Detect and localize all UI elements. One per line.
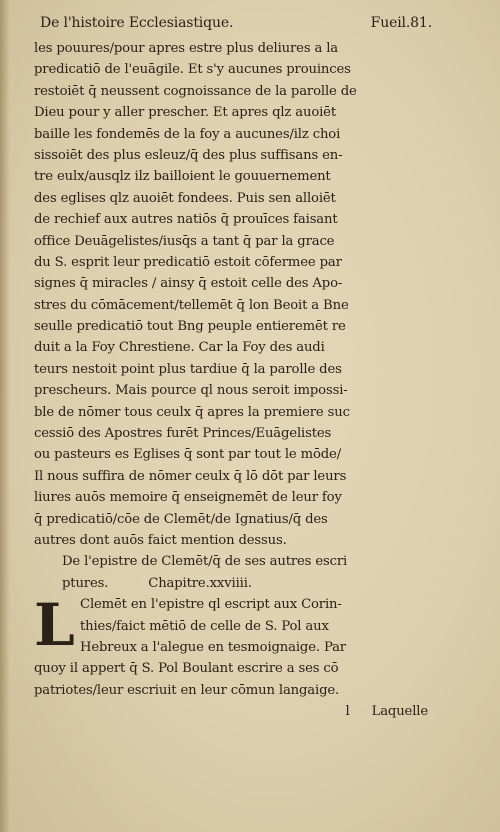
- text-line: patriotes/leur escriuit en leur cōmun langaige.: [34, 682, 340, 698]
- chapter-heading: [34, 551, 434, 594]
- text-line: office Deuāgelistes/iusq̄s a tant q̄ par la grace: [34, 233, 335, 249]
- chapter-heading-end: ptures.: [62, 575, 109, 591]
- folio-number: Fueil.81.: [370, 15, 432, 31]
- text-line: thies/faict mētiō de celle de S. Pol aux: [80, 618, 329, 634]
- text-line: liures auōs memoire q̄ enseignemēt de leur foy: [34, 490, 342, 506]
- text-line: Hebreux a l'alegue en tesmoignaige. Par: [80, 639, 346, 655]
- text-line: Clemēt en l'epistre ql escript aux Corin-: [80, 597, 342, 613]
- catchword-line: [34, 701, 434, 722]
- page-gutter-shadow: [0, 0, 10, 832]
- text-line: Dieu pour y aller prescher. Et apres qlz auoiēt: [34, 105, 336, 121]
- chapter-heading-line: De l'epistre de Clemēt/q̄ de ses autres escri: [62, 554, 348, 570]
- text-line: de rechief aux autres natiōs q̄ prouīces faisant: [34, 212, 338, 228]
- body-text: [34, 38, 434, 551]
- text-line: ou pasteurs es Eglises q̄ sont par tout le mōde/: [34, 447, 342, 463]
- text-line: restoiēt q̄ neussent cognoissance de la parolle de: [34, 83, 357, 99]
- text-line: stres du cōmācement/tellemēt q̄ lon Beoit a Bne: [34, 297, 349, 313]
- text-line: tre eulx/ausqlz ilz bailloient le gouuernement: [34, 169, 331, 185]
- text-line: signes q̄ miracles / ainsy q̄ estoit celle des Apo-: [34, 276, 343, 292]
- text-line: sissoiēt des plus esleuz/q̄ des plus suffisans en-: [34, 147, 343, 163]
- text-line: prescheurs. Mais pource ql nous seroit impossi-: [34, 383, 348, 399]
- text-line: teurs nestoit point plus tardiue q̄ la parolle des: [34, 361, 342, 377]
- text-line: quoy il appert q̄ S. Pol Boulant escrire a ses cō: [34, 661, 339, 677]
- text-line: duit a la Foy Chrestiene. Car la Foy des audi: [34, 340, 325, 356]
- chapter-heading-line: [34, 573, 434, 594]
- text-line: autres dont auōs faict mention dessus.: [34, 532, 287, 548]
- text-line: q̄ predicatiō/cōe de Clemēt/de Ignatius/q̄ des: [34, 511, 328, 527]
- catchword: Laquelle: [371, 704, 428, 720]
- drop-capital: L: [34, 591, 75, 660]
- text-line: seulle predicatiō tout Bng peuple entieremēt re: [34, 319, 346, 335]
- text-line: des eglises qlz auoiēt fondees. Puis sen alloiēt: [34, 190, 336, 206]
- chapter-body: [34, 591, 434, 701]
- running-title: De l'histoire Ecclesiastique.: [40, 15, 234, 31]
- text-line: baille les fondemēs de la foy a aucunes/ilz choi: [34, 126, 341, 142]
- text-block: [34, 8, 434, 723]
- chapter-number: Chapitre.xxviiii.: [148, 575, 252, 591]
- text-line: les pouures/pour apres estre plus deliures a la: [34, 41, 339, 56]
- text-line: cessiō des Apostres furēt Princes/Euāgelistes: [34, 426, 332, 442]
- text-line: predicatiō de l'euāgile. Et s'y aucunes prouinces: [34, 62, 351, 78]
- text-line: Il nous suffira de nōmer ceulx q̄ lō dōt par leurs: [34, 468, 347, 484]
- signature-mark: l: [345, 704, 350, 720]
- text-line: ble de nōmer tous ceulx q̄ apres la premiere suc: [34, 404, 350, 420]
- page-header: [34, 8, 434, 38]
- text-line: du S. esprit leur predicatiō estoit cōfermee par: [34, 254, 342, 270]
